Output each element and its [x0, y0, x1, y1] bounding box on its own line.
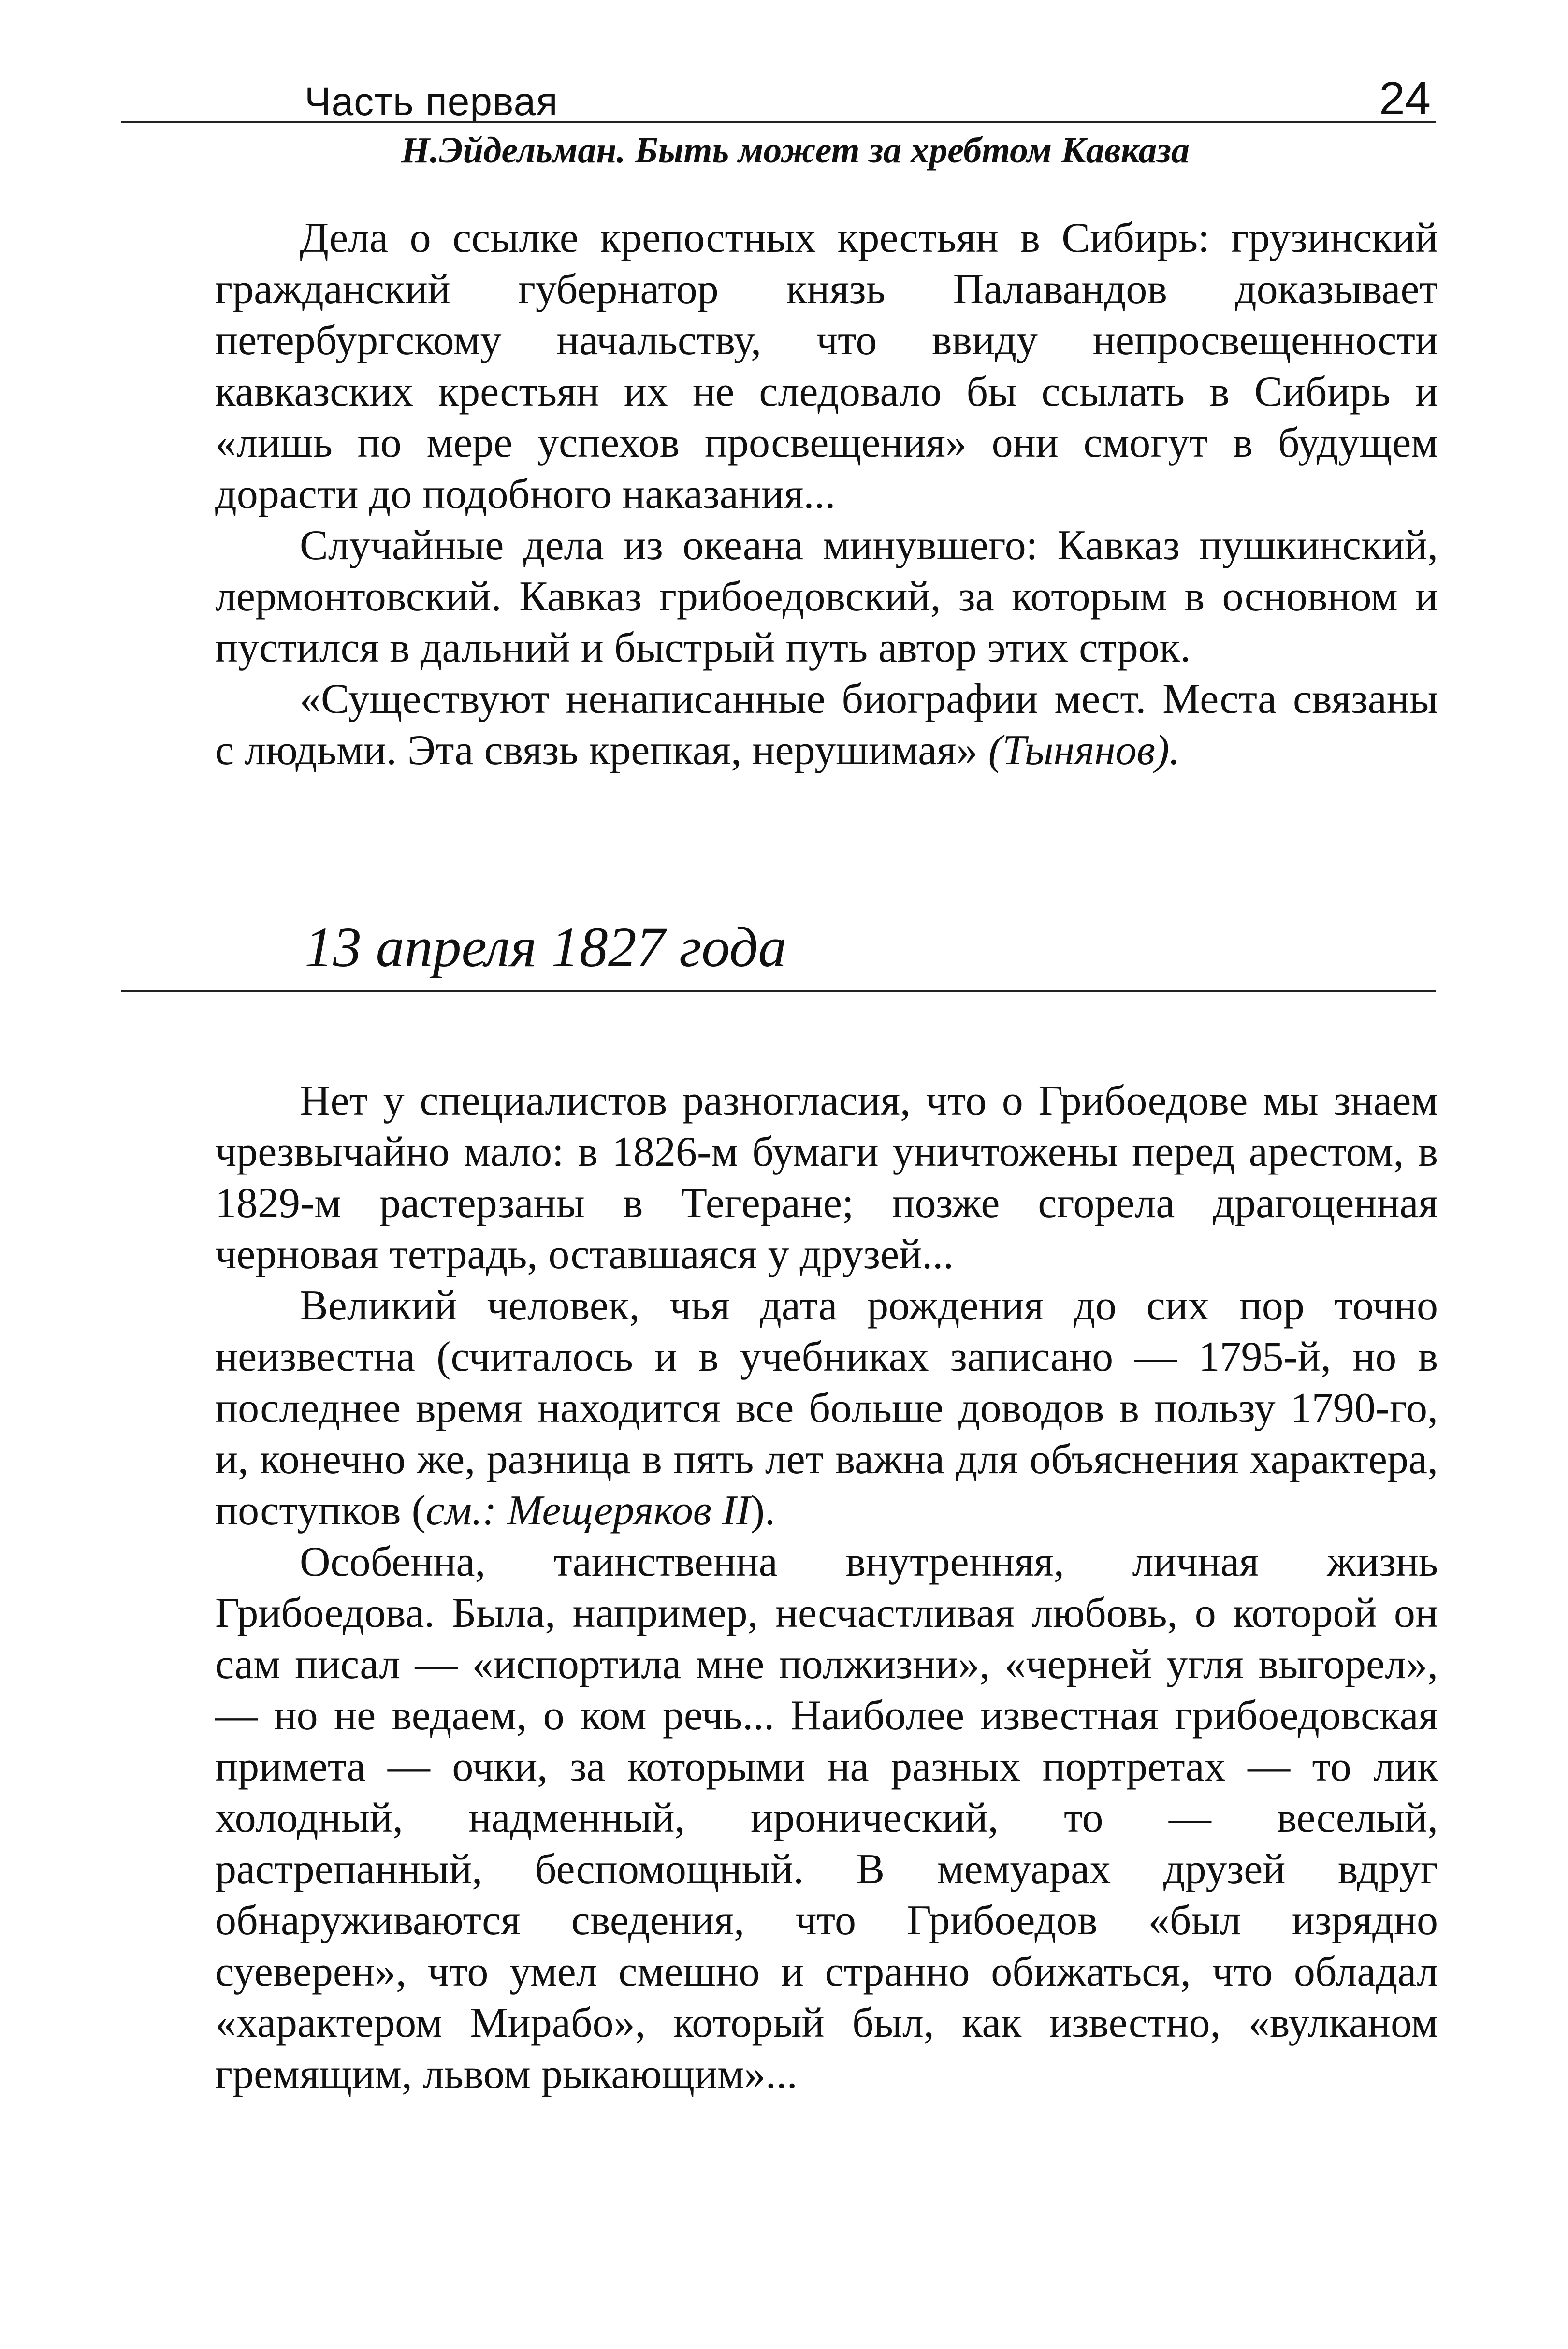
paragraph: Случайные дела из океана минувшего: Кавказ пушкинский, лермонтовский. Кавказ грибоедовский, за которым в основном и пустился в дальний и быстрый путь автор этих строк. — [215, 522, 1438, 671]
section-label: Часть первая — [305, 80, 558, 124]
text-block-bottom — [215, 1075, 1438, 2100]
running-head — [121, 72, 1436, 126]
chapter-rule — [121, 990, 1436, 992]
quote-text: «Существуют ненаписанные биографии мест. Места связаны с людьми. Эта связь крепкая, нерушимая» — [215, 676, 1438, 774]
header-rule — [121, 121, 1436, 123]
book-title: Н.Эйдельман. Быть может за хребтом Кавказа — [401, 130, 1190, 171]
paragraph — [215, 1280, 1438, 1537]
paragraph-text: Великий человек, чья дата рождения до сих пор точно неизвестна (считалось и в учебниках записано — 1795-й, но в последнее время находится все больше доводов в пользу 1790-го, и, конечно же, разница в пять лет важна для объяснения характера, поступков ( — [215, 1282, 1438, 1534]
paragraph: Особенна, таинственна внутренняя, личная жизнь Грибоедова. Была, например, несчастливая любовь, о которой он сам писал — «испортила мне полжизни», «черней угля выгорел», — но не ведаем, о ком речь... Наиболее известная грибоедовская примета — очки, за которыми на разных портретах — то лик холодный, надменный, иронический, то — веселый, растрепанный, беспомощный. В мемуарах друзей вдруг обнаруживаются сведения, что Грибоедов «был изрядно суеверен», что умел смешно и странно обижаться, что обладал «характером Мирабо», который был, как известно, «вулканом гремящим, львом рыкающим»... — [215, 1538, 1438, 2098]
page-number: 24 — [1379, 72, 1431, 124]
quote-source: (Тынянов). — [988, 727, 1180, 774]
text-block-top — [215, 213, 1438, 776]
paragraph-end: ). — [750, 1487, 775, 1534]
paragraph: Нет у специалистов разногласия, что о Грибоедове мы знаем чрезвычайно мало: в 1826-м бумаги уничтожены перед арестом, в 1829-м растерзаны в Тегеране; позже сгорела драгоценная черновая тетрадь, оставшаяся у друзей... — [215, 1077, 1438, 1278]
paragraph-quote — [215, 674, 1438, 776]
chapter-heading: 13 апреля 1827 года — [305, 915, 787, 979]
paragraph: Дела о ссылке крепостных крестьян в Сибирь: грузинский гражданский губернатор князь Палавандов доказывает петербургскому начальству, что ввиду непросвещенности кавказских крестьян их не следовало бы ссылать в Сибирь и «лишь по мере успехов просвещения» они смогут в будущем дорасти до подобного наказания... — [215, 215, 1438, 518]
reference: см.: Мещеряков II — [425, 1487, 751, 1534]
